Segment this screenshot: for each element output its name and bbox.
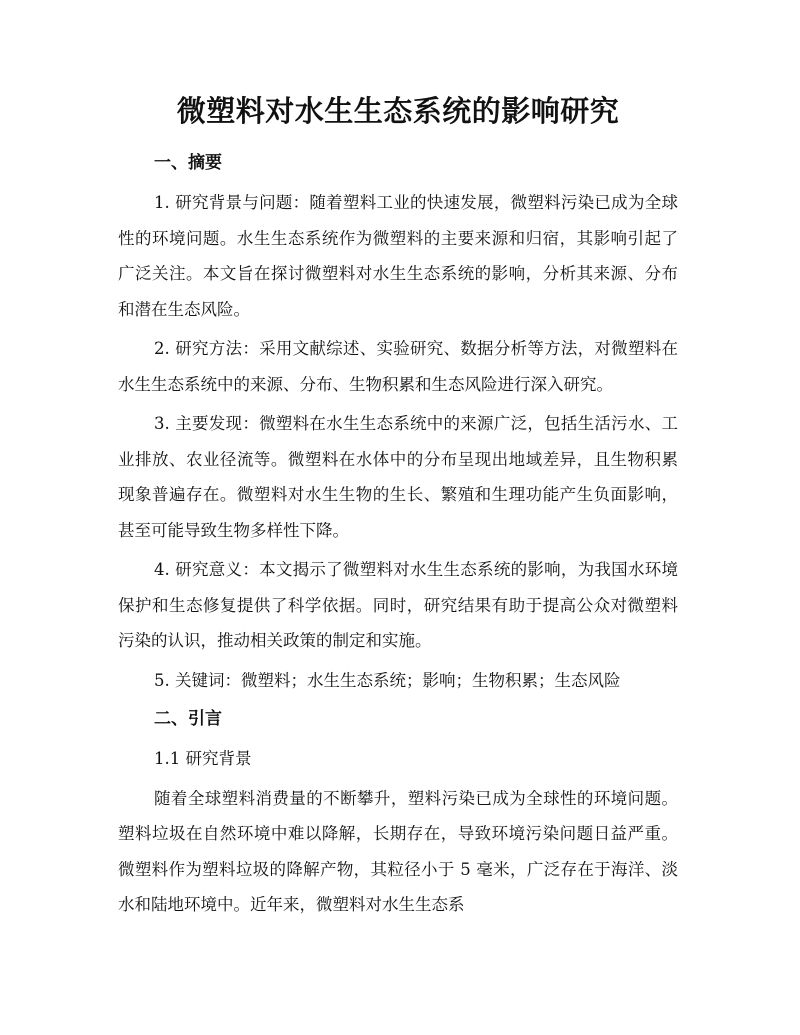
subsection-heading-background: 1.1 研究背景 <box>154 749 252 768</box>
section-heading-introduction: 二、引言 <box>154 709 222 729</box>
abstract-item-significance: 4. 研究意义：本文揭示了微塑料对水生生态系统的影响，为我国水环境保护和生态修复提供了科学依据。同时，研究结果有助于提高公众对微塑料污染的认识，推动相关政策的制定和实施。 <box>118 560 678 650</box>
abstract-item-background: 1. 研究背景与问题：随着塑料工业的快速发展，微塑料污染已成为全球性的环境问题。水生生态系统作为微塑料的主要来源和归宿，其影响引起了广泛关注。本文旨在探讨微塑料对水生生态系统的影响，分析其来源、分布和潜在生态风险。 <box>118 193 678 319</box>
abstract-item-keywords: 5. 关键词：微塑料；水生生态系统；影响；生物积累；生态风险 <box>154 670 621 690</box>
introduction-paragraph: 随着全球塑料消费量的不断攀升，塑料污染已成为全球性的环境问题。塑料垃圾在自然环境中难以降解，长期存在，导致环境污染问题日益严重。微塑料作为塑料垃圾的降解产物，其粒径小于 5 毫米，广泛存在于海洋、淡水和陆地环境中。近年来，微塑料对水生生态系 <box>118 788 678 914</box>
abstract-item-methods: 2. 研究方法：采用文献综述、实验研究、数据分析等方法，对微塑料在水生生态系统中的来源、分布、生物积累和生态风险进行深入研究。 <box>118 339 678 394</box>
section-heading-abstract: 一、摘要 <box>154 153 222 173</box>
abstract-item-findings: 3. 主要发现：微塑料在水生生态系统中的来源广泛，包括生活污水、工业排放、农业径流等。微塑料在水体中的分布呈现出地域差异，且生物积累现象普遍存在。微塑料对水生生物的生长、繁殖和生理功能产生负面影响，甚至可能导致生物多样性下降。 <box>118 414 678 540</box>
document-page <box>118 88 678 923</box>
document-title: 微塑料对水生生态系统的影响研究 <box>176 94 620 128</box>
